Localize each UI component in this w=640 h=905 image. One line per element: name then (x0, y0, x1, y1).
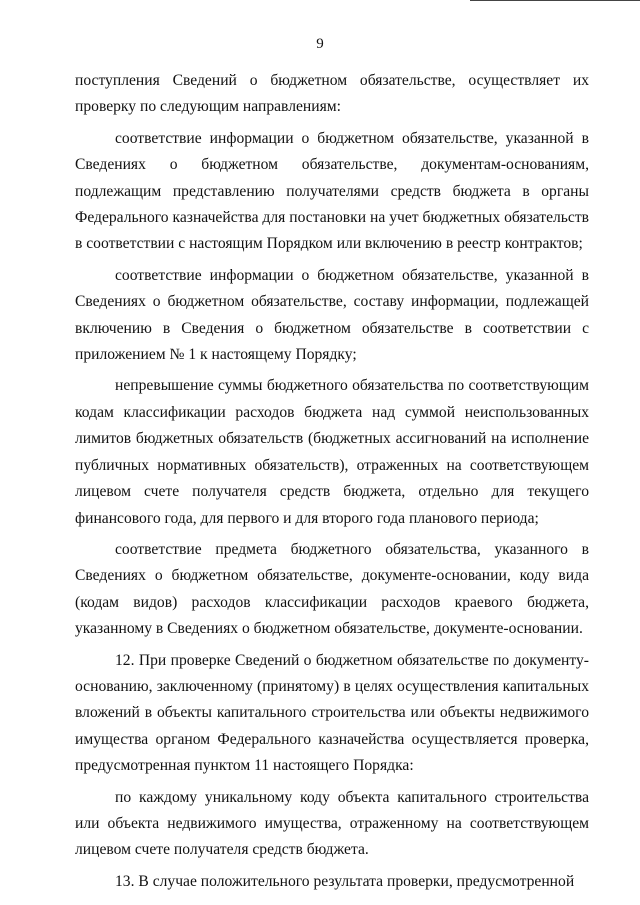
paragraph-check-documents: соответствие информации о бюджетном обязательстве, указанной в Сведениях о бюджетном обязательстве, документам-основаниям, подлежащим представлению получателями средств бюджета в органы Федерального казначейства для постановки на учет бюджетных обязательств в соответствии с настоящим Порядком или включению в реестр контрактов; (75, 129, 589, 253)
paragraph-check-subject: соответствие предмета бюджетного обязательства, указанного в Сведениях о бюджетном обязательстве, документе-основании, коду вида (кодам видов) расходов классификации расходов краевого бюджета, указанному в Сведениях о бюджетном обязательстве, документе-основании. (75, 540, 589, 638)
paragraph-check-limits: непревышение суммы бюджетного обязательства по соответствующим кодам классификации расходов бюджета над суммой неиспользованных лимитов бюджетных обязательств (бюджетных ассигнований на исполнение публичных нормативных обязательств), отраженных на соответствующем лицевом счете получателя средств бюджета, отдельно для текущего финансового года, для первого и для второго года планового периода; (75, 377, 589, 527)
paragraph-unique-code: по каждому уникальному коду объекта капитального строительства или объекта недвижимого имущества, отраженному на соответствующем лицевом счете получателя средств бюджета. (75, 788, 589, 859)
page-number: 9 (316, 36, 324, 52)
paragraph-item-12: 12. При проверке Сведений о бюджетном обязательстве по документу-основанию, заключенному (принятому) в целях осуществления капитальных вложений в объекты капитального строительства или объекты недвижимого имущества органом Федерального казначейства осуществляется проверка, предусмотренная пунктом 11 настоящего Порядка: (75, 651, 589, 775)
top-edge-rule (470, 0, 640, 1)
document-body (75, 68, 589, 900)
paragraph-continuation: поступления Сведений о бюджетном обязательстве, осуществляет их проверку по следующим направлениям: (75, 72, 589, 116)
paragraph-item-13: 13. В случае положительного результата проверки, предусмотренной (115, 872, 575, 890)
paragraph-check-composition: соответствие информации о бюджетном обязательстве, указанной в Сведениях о бюджетном обязательстве, составу информации, подлежащей включению в Сведения о бюджетном обязательстве в соответствии с приложением № 1 к настоящему Порядку; (75, 266, 589, 364)
